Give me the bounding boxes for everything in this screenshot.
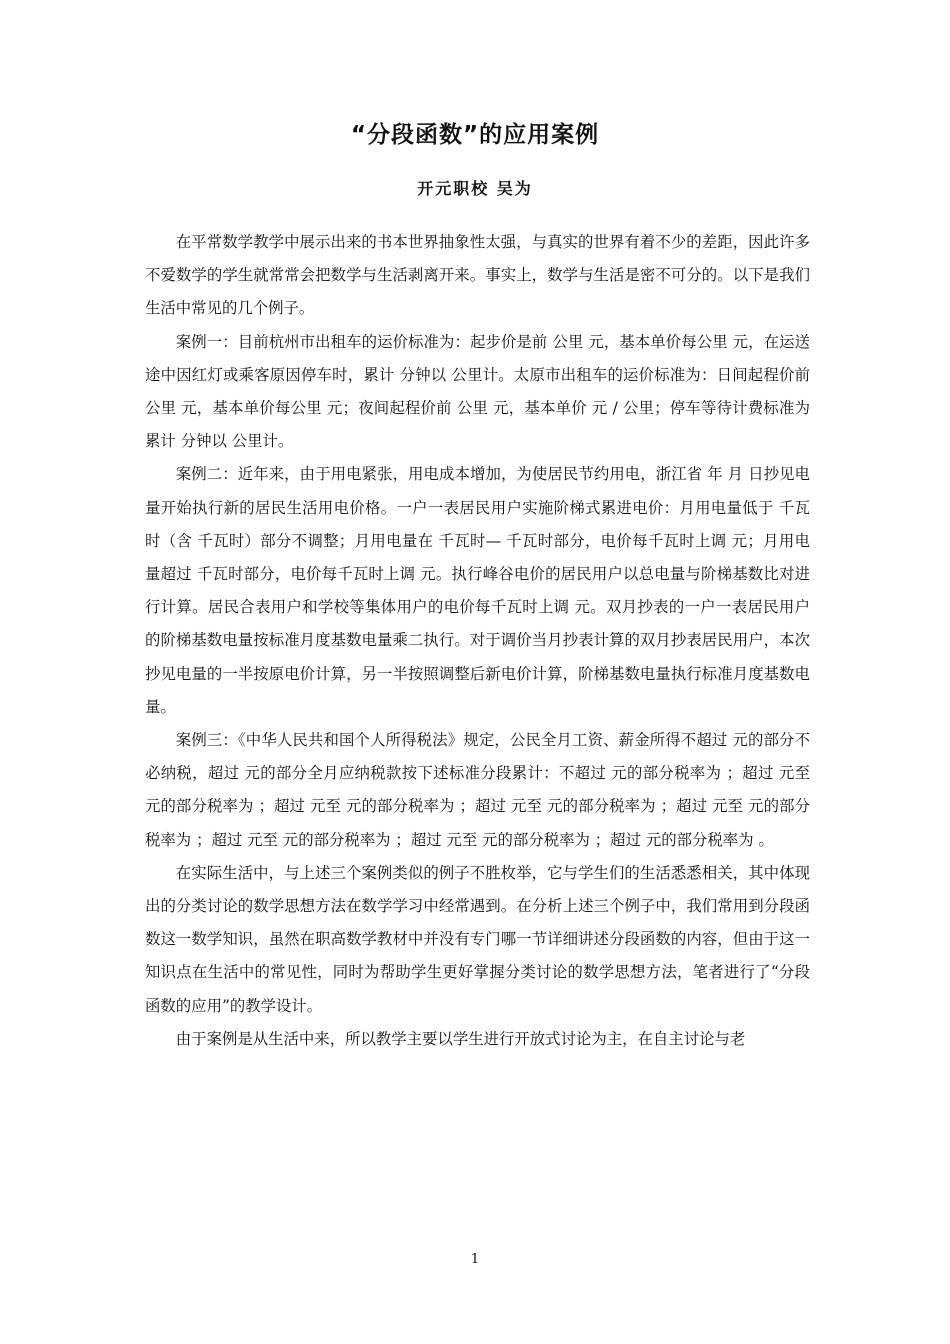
case-three-paragraph: 案例三：《中华人民共和国个人所得税法》规定，公民全月工资、薪金所得不超过 元的部分不必纳税，超过 元的部分全月应纳税款按下述标准分段累计：不超过 元的部分税率为 ；超过 元至 元的部分税率为 ；超过 元至 元的部分税率为 ；超过 元至 元的部分税率为 ；超过 元至 元的部分税率为 ；超过 元至 元的部分税率为 ；超过 元至 元的部分税率为 ；超过 元的部分税率为 。 [145, 731, 810, 849]
intro-paragraph: 在平常数学教学中展示出来的书本世界抽象性太强，与真实的世界有着不少的差距，因此许多不爱数学的学生就常常会把数学与生活剥离开来。事实上，数学与生活是密不可分的。以下是我们生活中常见的几个例子。 [145, 233, 810, 318]
document-body [145, 226, 810, 1056]
case-two-paragraph: 案例二：近年来，由于用电紧张，用电成本增加，为使居民节约用电，浙江省 年 月 日抄见电量开始执行新的居民生活用电价格。一户一表居民用户实施阶梯式累进电价：月用电量低于 千瓦时（含 千瓦时）部分不调整；月用电量在 千瓦时— 千瓦时部分，电价每千瓦时上调 元；月用电量超过 千瓦时部分，电价每千瓦时上调 元。执行峰谷电价的居民用户以总电量与阶梯基数比对进行计算。居民合表用户和学校等集体用户的电价每千瓦时上调 元。双月抄表的一户一表居民用户的阶梯基数电量按标准月度基数电量乘二执行。对于调价当月抄表计算的双月抄表居民用户，本次抄见电量的一半按原电价计算，另一半按照调整后新电价计算，阶梯基数电量执行标准月度基数电量。 [145, 465, 810, 716]
author-byline: 开元职校 吴为 [417, 179, 533, 198]
case-one-paragraph: 案例一：目前杭州市出租车的运价标准为：起步价是前 公里 元，基本单价每公里 元，在运送途中因红灯或乘客原因停车时，累计 分钟以 公里计。太原市出租车的运价标准为：日间起程价前 公里 元，基本单价每公里 元；夜间起程价前 公里 元，基本单价 元 / 公里；停车等待计费标准为累计 分钟以 公里计。 [145, 332, 810, 451]
page-number: 1 [470, 1252, 480, 1267]
document-title: “分段函数”的应用案例 [350, 122, 600, 148]
teaching-paragraph: 由于案例是从生活中来，所以教学主要以学生进行开放式讨论为主，在自主讨论与老 [175, 1029, 746, 1048]
discussion-paragraph: 在实际生活中，与上述三个案例类似的例子不胜枚举，它与学生们的生活悉悉相关，其中体现出的分类讨论的数学思想方法在数学学习中经常遇到。在分析上述三个例子中，我们常用到分段函数这一数学知识，虽然在职高数学教材中并没有专门哪一节详细讲述分段函数的内容，但由于这一知识点在生活中的常见性，同时为帮助学生更好掌握分类讨论的数学思想方法，笔者进行了“分段函数的应用”的教学设计。 [145, 863, 810, 1015]
